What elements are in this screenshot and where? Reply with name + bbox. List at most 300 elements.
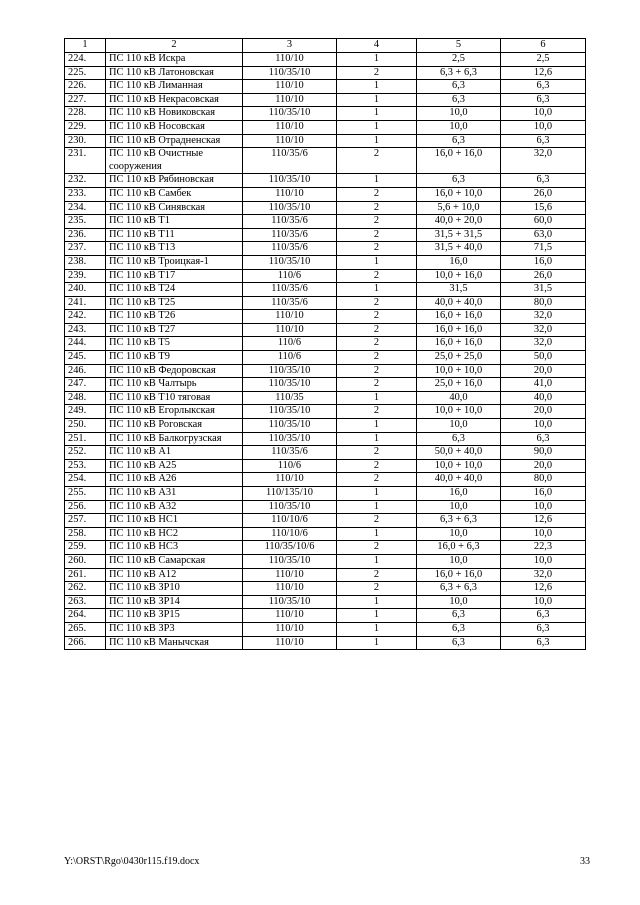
table-row	[65, 187, 586, 201]
transformer-count-cell: 2	[337, 296, 417, 310]
table-row	[65, 432, 586, 446]
transformer-power-cell: 10,0	[417, 595, 501, 609]
total-power-cell: 20,0	[501, 364, 586, 378]
total-power-cell: 12,6	[501, 66, 586, 80]
transformer-power-cell: 6,3	[417, 636, 501, 650]
table-row	[65, 255, 586, 269]
transformer-power-cell: 10,0 + 10,0	[417, 364, 501, 378]
substation-name-cell: ПС 110 кВ ЗР15	[106, 609, 243, 623]
row-number-cell: 257.	[65, 514, 106, 528]
substation-name-cell: ПС 110 кВ Самбек	[106, 187, 243, 201]
total-power-cell: 10,0	[501, 527, 586, 541]
table-row	[65, 364, 586, 378]
voltage-cell: 110/10	[243, 120, 337, 134]
transformer-power-cell: 16,0	[417, 255, 501, 269]
table-row	[65, 80, 586, 94]
table-row	[65, 174, 586, 188]
substation-name-cell: ПС 110 кВ А26	[106, 473, 243, 487]
transformer-count-cell: 2	[337, 514, 417, 528]
total-power-cell: 31,5	[501, 283, 586, 297]
substation-name-cell: ПС 110 кВ А1	[106, 446, 243, 460]
row-number-cell: 250.	[65, 419, 106, 433]
table-row	[65, 269, 586, 283]
row-number-cell: 226.	[65, 80, 106, 94]
substation-name-cell: ПС 110 кВ Т25	[106, 296, 243, 310]
table-row	[65, 582, 586, 596]
transformer-count-cell: 1	[337, 487, 417, 501]
total-power-cell: 16,0	[501, 487, 586, 501]
table-row	[65, 609, 586, 623]
substation-name-cell: ПС 110 кВ Латоновская	[106, 66, 243, 80]
row-number-cell: 230.	[65, 134, 106, 148]
voltage-cell: 110/6	[243, 459, 337, 473]
table-row	[65, 391, 586, 405]
transformer-count-cell: 2	[337, 351, 417, 365]
row-number-cell: 264.	[65, 609, 106, 623]
substation-name-cell: ПС 110 кВ ЗР10	[106, 582, 243, 596]
voltage-cell: 110/10/6	[243, 527, 337, 541]
total-power-cell: 6,3	[501, 622, 586, 636]
transformer-count-cell: 1	[337, 93, 417, 107]
transformer-count-cell: 1	[337, 53, 417, 67]
transformer-power-cell: 6,3	[417, 134, 501, 148]
column-header: 1	[65, 39, 106, 53]
transformer-power-cell: 25,0 + 25,0	[417, 351, 501, 365]
total-power-cell: 60,0	[501, 215, 586, 229]
voltage-cell: 110/35/10	[243, 595, 337, 609]
transformer-count-cell: 2	[337, 310, 417, 324]
row-number-cell: 251.	[65, 432, 106, 446]
substation-name-cell: ПС 110 кВ Т1	[106, 215, 243, 229]
transformer-count-cell: 1	[337, 134, 417, 148]
voltage-cell: 110/35/10/6	[243, 541, 337, 555]
row-number-cell: 265.	[65, 622, 106, 636]
total-power-cell: 26,0	[501, 187, 586, 201]
substation-name-cell: ПС 110 кВ Очистные сооружения	[106, 148, 243, 174]
substation-name-cell: ПС 110 кВ А12	[106, 568, 243, 582]
substation-name-cell: ПС 110 кВ ЗР14	[106, 595, 243, 609]
row-number-cell: 240.	[65, 283, 106, 297]
substation-name-cell: ПС 110 кВ Синявская	[106, 201, 243, 215]
voltage-cell: 110/10	[243, 582, 337, 596]
transformer-count-cell: 1	[337, 80, 417, 94]
voltage-cell: 110/10/6	[243, 514, 337, 528]
substation-name-cell: ПС 110 кВ А25	[106, 459, 243, 473]
total-power-cell: 41,0	[501, 378, 586, 392]
row-number-cell: 246.	[65, 364, 106, 378]
row-number-cell: 233.	[65, 187, 106, 201]
total-power-cell: 6,3	[501, 609, 586, 623]
table-row	[65, 527, 586, 541]
transformer-power-cell: 16,0 + 16,0	[417, 568, 501, 582]
table-row	[65, 446, 586, 460]
total-power-cell: 10,0	[501, 595, 586, 609]
row-number-cell: 266.	[65, 636, 106, 650]
table-row	[65, 636, 586, 650]
row-number-cell: 253.	[65, 459, 106, 473]
total-power-cell: 12,6	[501, 582, 586, 596]
substation-name-cell: ПС 110 кВ Самарская	[106, 554, 243, 568]
table-row	[65, 622, 586, 636]
transformer-power-cell: 10,0	[417, 120, 501, 134]
transformer-power-cell: 16,0 + 16,0	[417, 310, 501, 324]
voltage-cell: 110/35/10	[243, 432, 337, 446]
row-number-cell: 227.	[65, 93, 106, 107]
transformer-power-cell: 10,0 + 16,0	[417, 269, 501, 283]
page-number: 33	[580, 856, 590, 867]
column-header: 6	[501, 39, 586, 53]
transformer-count-cell: 2	[337, 148, 417, 174]
row-number-cell: 228.	[65, 107, 106, 121]
substation-name-cell: ПС 110 кВ НС3	[106, 541, 243, 555]
voltage-cell: 110/135/10	[243, 487, 337, 501]
table-row	[65, 473, 586, 487]
voltage-cell: 110/35/10	[243, 107, 337, 121]
substation-name-cell: ПС 110 кВ Т5	[106, 337, 243, 351]
transformer-power-cell: 25,0 + 16,0	[417, 378, 501, 392]
substation-name-cell: ПС 110 кВ Т10 тяговая	[106, 391, 243, 405]
voltage-cell: 110/35/10	[243, 500, 337, 514]
row-number-cell: 224.	[65, 53, 106, 67]
table-row	[65, 323, 586, 337]
total-power-cell: 71,5	[501, 242, 586, 256]
footer-file-path: Y:\ORST\Rgo\0430r115.f19.docx	[64, 856, 200, 867]
transformer-power-cell: 16,0 + 16,0	[417, 337, 501, 351]
voltage-cell: 110/35/10	[243, 378, 337, 392]
substation-name-cell: ПС 110 кВ Т11	[106, 228, 243, 242]
substation-name-cell: ПС 110 кВ Егорлыкская	[106, 405, 243, 419]
transformer-power-cell: 6,3	[417, 432, 501, 446]
total-power-cell: 2,5	[501, 53, 586, 67]
table-row	[65, 134, 586, 148]
total-power-cell: 40,0	[501, 391, 586, 405]
total-power-cell: 80,0	[501, 296, 586, 310]
transformer-power-cell: 10,0	[417, 554, 501, 568]
table-row	[65, 351, 586, 365]
total-power-cell: 63,0	[501, 228, 586, 242]
table-row	[65, 283, 586, 297]
transformer-count-cell: 1	[337, 174, 417, 188]
substation-name-cell: ПС 110 кВ Отрадненская	[106, 134, 243, 148]
voltage-cell: 110/35	[243, 391, 337, 405]
voltage-cell: 110/10	[243, 187, 337, 201]
voltage-cell: 110/35/6	[243, 242, 337, 256]
substation-name-cell: ПС 110 кВ Носовская	[106, 120, 243, 134]
transformer-count-cell: 2	[337, 378, 417, 392]
substation-name-cell: ПС 110 кВ Чалтырь	[106, 378, 243, 392]
transformer-power-cell: 6,3	[417, 93, 501, 107]
total-power-cell: 32,0	[501, 323, 586, 337]
substation-name-cell: ПС 110 кВ Роговская	[106, 419, 243, 433]
substation-name-cell: ПС 110 кВ НС1	[106, 514, 243, 528]
transformer-count-cell: 1	[337, 107, 417, 121]
row-number-cell: 248.	[65, 391, 106, 405]
transformer-power-cell: 16,0 + 6,3	[417, 541, 501, 555]
transformer-count-cell: 1	[337, 432, 417, 446]
table-row	[65, 148, 586, 174]
total-power-cell: 6,3	[501, 636, 586, 650]
voltage-cell: 110/35/10	[243, 554, 337, 568]
transformer-power-cell: 10,0 + 10,0	[417, 459, 501, 473]
transformer-count-cell: 1	[337, 391, 417, 405]
table-row	[65, 120, 586, 134]
table-row	[65, 595, 586, 609]
total-power-cell: 32,0	[501, 148, 586, 174]
transformer-count-cell: 2	[337, 323, 417, 337]
row-number-cell: 236.	[65, 228, 106, 242]
total-power-cell: 32,0	[501, 568, 586, 582]
substation-name-cell: ПС 110 кВ Т27	[106, 323, 243, 337]
transformer-power-cell: 40,0 + 40,0	[417, 473, 501, 487]
table-row	[65, 419, 586, 433]
voltage-cell: 110/10	[243, 622, 337, 636]
substation-name-cell: ПС 110 кВ Лиманная	[106, 80, 243, 94]
transformer-power-cell: 6,3 + 6,3	[417, 514, 501, 528]
total-power-cell: 50,0	[501, 351, 586, 365]
transformer-count-cell: 1	[337, 622, 417, 636]
table-row	[65, 228, 586, 242]
voltage-cell: 110/10	[243, 568, 337, 582]
voltage-cell: 110/10	[243, 53, 337, 67]
total-power-cell: 16,0	[501, 255, 586, 269]
voltage-cell: 110/35/10	[243, 174, 337, 188]
voltage-cell: 110/35/10	[243, 419, 337, 433]
row-number-cell: 229.	[65, 120, 106, 134]
table-header-row	[65, 39, 586, 53]
transformer-power-cell: 16,0 + 16,0	[417, 148, 501, 174]
transformer-power-cell: 5,6 + 10,0	[417, 201, 501, 215]
voltage-cell: 110/35/6	[243, 215, 337, 229]
transformer-count-cell: 2	[337, 187, 417, 201]
table-row	[65, 405, 586, 419]
voltage-cell: 110/6	[243, 337, 337, 351]
voltage-cell: 110/10	[243, 310, 337, 324]
row-number-cell: 252.	[65, 446, 106, 460]
substation-name-cell: ПС 110 кВ Новиковская	[106, 107, 243, 121]
transformer-power-cell: 40,0	[417, 391, 501, 405]
transformer-power-cell: 16,0	[417, 487, 501, 501]
transformer-count-cell: 2	[337, 459, 417, 473]
transformer-power-cell: 6,3	[417, 609, 501, 623]
row-number-cell: 254.	[65, 473, 106, 487]
transformer-count-cell: 1	[337, 527, 417, 541]
total-power-cell: 10,0	[501, 107, 586, 121]
row-number-cell: 238.	[65, 255, 106, 269]
voltage-cell: 110/35/6	[243, 283, 337, 297]
row-number-cell: 237.	[65, 242, 106, 256]
transformer-power-cell: 16,0 + 10,0	[417, 187, 501, 201]
transformer-power-cell: 2,5	[417, 53, 501, 67]
substation-name-cell: ПС 110 кВ ЗР3	[106, 622, 243, 636]
transformer-count-cell: 1	[337, 120, 417, 134]
row-number-cell: 260.	[65, 554, 106, 568]
transformer-count-cell: 2	[337, 66, 417, 80]
total-power-cell: 80,0	[501, 473, 586, 487]
voltage-cell: 110/35/10	[243, 201, 337, 215]
row-number-cell: 231.	[65, 148, 106, 174]
transformer-count-cell: 1	[337, 554, 417, 568]
substation-name-cell: ПС 110 кВ Т17	[106, 269, 243, 283]
transformer-count-cell: 2	[337, 215, 417, 229]
table-row	[65, 296, 586, 310]
table-row	[65, 310, 586, 324]
transformer-count-cell: 2	[337, 269, 417, 283]
substation-name-cell: ПС 110 кВ Манычская	[106, 636, 243, 650]
substation-name-cell: ПС 110 кВ Т24	[106, 283, 243, 297]
column-header: 4	[337, 39, 417, 53]
row-number-cell: 259.	[65, 541, 106, 555]
transformer-count-cell: 2	[337, 473, 417, 487]
table-row	[65, 53, 586, 67]
row-number-cell: 232.	[65, 174, 106, 188]
substation-name-cell: ПС 110 кВ Троицкая-1	[106, 255, 243, 269]
total-power-cell: 32,0	[501, 337, 586, 351]
row-number-cell: 242.	[65, 310, 106, 324]
transformer-power-cell: 50,0 + 40,0	[417, 446, 501, 460]
transformer-count-cell: 2	[337, 405, 417, 419]
transformer-count-cell: 1	[337, 419, 417, 433]
total-power-cell: 20,0	[501, 459, 586, 473]
total-power-cell: 32,0	[501, 310, 586, 324]
transformer-power-cell: 6,3 + 6,3	[417, 582, 501, 596]
row-number-cell: 243.	[65, 323, 106, 337]
table-row	[65, 500, 586, 514]
transformer-power-cell: 40,0 + 40,0	[417, 296, 501, 310]
transformer-power-cell: 6,3 + 6,3	[417, 66, 501, 80]
transformer-power-cell: 31,5 + 40,0	[417, 242, 501, 256]
transformer-count-cell: 1	[337, 636, 417, 650]
row-number-cell: 262.	[65, 582, 106, 596]
voltage-cell: 110/10	[243, 609, 337, 623]
voltage-cell: 110/35/6	[243, 228, 337, 242]
voltage-cell: 110/6	[243, 351, 337, 365]
total-power-cell: 10,0	[501, 120, 586, 134]
table-row	[65, 201, 586, 215]
table-row	[65, 93, 586, 107]
row-number-cell: 258.	[65, 527, 106, 541]
row-number-cell: 255.	[65, 487, 106, 501]
transformer-count-cell: 1	[337, 283, 417, 297]
substation-name-cell: ПС 110 кВ Федоровская	[106, 364, 243, 378]
total-power-cell: 15,6	[501, 201, 586, 215]
substation-name-cell: ПС 110 кВ Искра	[106, 53, 243, 67]
substation-name-cell: ПС 110 кВ Балкогрузская	[106, 432, 243, 446]
transformer-count-cell: 2	[337, 337, 417, 351]
total-power-cell: 20,0	[501, 405, 586, 419]
transformer-count-cell: 1	[337, 595, 417, 609]
total-power-cell: 10,0	[501, 419, 586, 433]
substation-name-cell: ПС 110 кВ А32	[106, 500, 243, 514]
transformer-power-cell: 31,5 + 31,5	[417, 228, 501, 242]
total-power-cell: 6,3	[501, 432, 586, 446]
total-power-cell: 10,0	[501, 500, 586, 514]
transformer-power-cell: 40,0 + 20,0	[417, 215, 501, 229]
total-power-cell: 12,6	[501, 514, 586, 528]
column-header: 3	[243, 39, 337, 53]
table-row	[65, 107, 586, 121]
transformer-power-cell: 10,0	[417, 107, 501, 121]
transformer-count-cell: 1	[337, 255, 417, 269]
transformer-power-cell: 6,3	[417, 622, 501, 636]
table-row	[65, 487, 586, 501]
transformer-power-cell: 10,0 + 10,0	[417, 405, 501, 419]
column-header: 5	[417, 39, 501, 53]
total-power-cell: 6,3	[501, 174, 586, 188]
row-number-cell: 225.	[65, 66, 106, 80]
total-power-cell: 6,3	[501, 80, 586, 94]
total-power-cell: 26,0	[501, 269, 586, 283]
table-row	[65, 242, 586, 256]
voltage-cell: 110/35/10	[243, 66, 337, 80]
transformer-power-cell: 6,3	[417, 174, 501, 188]
transformer-count-cell: 2	[337, 201, 417, 215]
voltage-cell: 110/35/6	[243, 296, 337, 310]
table-row	[65, 378, 586, 392]
transformer-count-cell: 2	[337, 582, 417, 596]
transformer-power-cell: 10,0	[417, 527, 501, 541]
transformer-count-cell: 2	[337, 242, 417, 256]
table-body	[65, 53, 586, 650]
voltage-cell: 110/35/10	[243, 405, 337, 419]
total-power-cell: 6,3	[501, 134, 586, 148]
row-number-cell: 245.	[65, 351, 106, 365]
voltage-cell: 110/10	[243, 636, 337, 650]
transformer-count-cell: 2	[337, 228, 417, 242]
voltage-cell: 110/35/10	[243, 364, 337, 378]
column-header: 2	[106, 39, 243, 53]
row-number-cell: 256.	[65, 500, 106, 514]
voltage-cell: 110/35/6	[243, 446, 337, 460]
voltage-cell: 110/35/10	[243, 255, 337, 269]
row-number-cell: 239.	[65, 269, 106, 283]
transformer-power-cell: 31,5	[417, 283, 501, 297]
substation-name-cell: ПС 110 кВ Т9	[106, 351, 243, 365]
substation-name-cell: ПС 110 кВ Т13	[106, 242, 243, 256]
substation-name-cell: ПС 110 кВ Рябиновская	[106, 174, 243, 188]
row-number-cell: 241.	[65, 296, 106, 310]
voltage-cell: 110/6	[243, 269, 337, 283]
row-number-cell: 261.	[65, 568, 106, 582]
transformer-count-cell: 1	[337, 609, 417, 623]
table-row	[65, 554, 586, 568]
substation-name-cell: ПС 110 кВ Т26	[106, 310, 243, 324]
substation-name-cell: ПС 110 кВ Некрасовская	[106, 93, 243, 107]
row-number-cell: 249.	[65, 405, 106, 419]
voltage-cell: 110/10	[243, 93, 337, 107]
total-power-cell: 22,3	[501, 541, 586, 555]
table-row	[65, 459, 586, 473]
transformer-count-cell: 1	[337, 500, 417, 514]
transformer-count-cell: 2	[337, 568, 417, 582]
table-row	[65, 215, 586, 229]
row-number-cell: 235.	[65, 215, 106, 229]
transformer-count-cell: 2	[337, 541, 417, 555]
row-number-cell: 247.	[65, 378, 106, 392]
total-power-cell: 6,3	[501, 93, 586, 107]
transformer-count-cell: 2	[337, 446, 417, 460]
row-number-cell: 263.	[65, 595, 106, 609]
table-row	[65, 568, 586, 582]
transformer-count-cell: 2	[337, 364, 417, 378]
transformer-power-cell: 10,0	[417, 500, 501, 514]
voltage-cell: 110/10	[243, 323, 337, 337]
table-row	[65, 66, 586, 80]
table-row	[65, 514, 586, 528]
voltage-cell: 110/10	[243, 134, 337, 148]
substation-name-cell: ПС 110 кВ А31	[106, 487, 243, 501]
row-number-cell: 234.	[65, 201, 106, 215]
total-power-cell: 10,0	[501, 554, 586, 568]
